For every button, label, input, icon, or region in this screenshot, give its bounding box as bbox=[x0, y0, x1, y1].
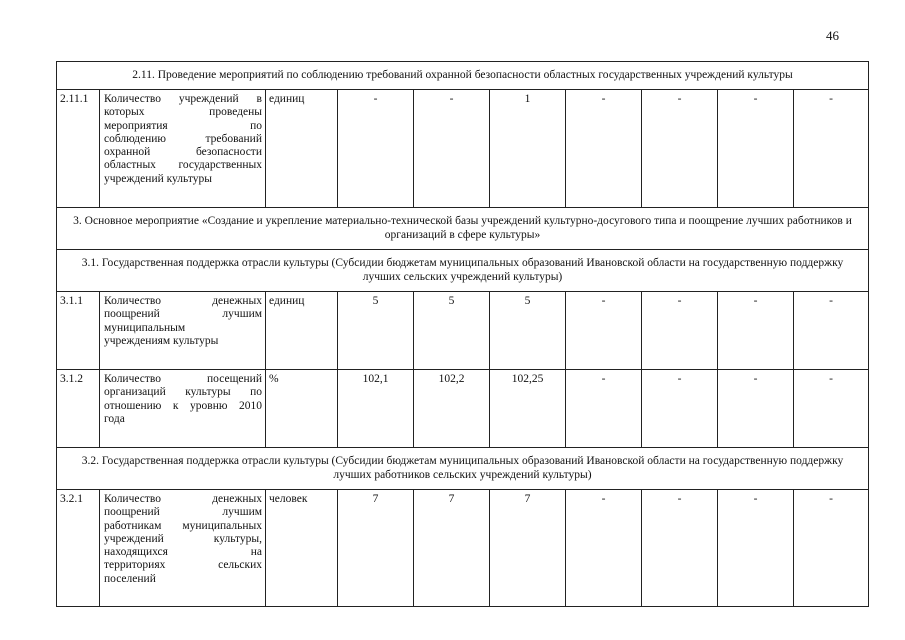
value-cell: 7 bbox=[338, 490, 414, 607]
unit-cell: единиц bbox=[266, 292, 338, 370]
value-cell: 5 bbox=[490, 292, 566, 370]
value-cell: 102,1 bbox=[338, 370, 414, 448]
value-cell: - bbox=[718, 490, 794, 607]
table-row bbox=[57, 370, 869, 448]
table-body bbox=[57, 62, 869, 607]
section-row bbox=[57, 250, 869, 292]
value-cell: - bbox=[566, 370, 642, 448]
unit-cell: единиц bbox=[266, 90, 338, 208]
section-title: 3.2. Государственная поддержка отрасли культуры (Субсидии бюджетам муниципальных образований Ивановской области на государственную поддержку лучших работников сельских учреждений культуры) bbox=[57, 448, 869, 490]
page-number: 46 bbox=[826, 28, 839, 43]
section-title: 2.11. Проведение мероприятий по соблюдению требований охранной безопасности областных государственных учреждений культуры bbox=[57, 62, 869, 90]
row-number: 3.2.1 bbox=[57, 490, 100, 607]
row-number: 3.1.2 bbox=[57, 370, 100, 448]
indicator-name-line: учреждений культуры bbox=[104, 172, 212, 185]
unit-cell: % bbox=[266, 370, 338, 448]
value-cell: 5 bbox=[414, 292, 490, 370]
indicator-name-line: поощрений лучшим bbox=[104, 506, 262, 519]
indicator-name-line: Количество денежных bbox=[104, 493, 262, 505]
unit-cell: человек bbox=[266, 490, 338, 607]
indicator-name bbox=[100, 370, 266, 448]
indicator-name bbox=[100, 490, 266, 607]
value-cell: - bbox=[718, 292, 794, 370]
table-row bbox=[57, 490, 869, 607]
indicator-name-line: учреждениям культуры bbox=[104, 334, 219, 347]
indicator-name-line: года bbox=[104, 412, 125, 425]
indicator-name-line: соблюдению требований bbox=[104, 132, 262, 145]
value-cell: - bbox=[642, 490, 718, 607]
value-cell: - bbox=[794, 490, 869, 607]
table-row bbox=[57, 292, 869, 370]
indicator-name-line: областных государственных bbox=[104, 159, 262, 172]
value-cell: 1 bbox=[490, 90, 566, 208]
indicator-name-line: охранной безопасности bbox=[104, 146, 262, 159]
value-cell: - bbox=[566, 90, 642, 208]
section-row bbox=[57, 62, 869, 90]
value-cell: 102,25 bbox=[490, 370, 566, 448]
indicator-name-line: мероприятия по bbox=[104, 119, 262, 132]
indicator-name-line: поощрений лучшим bbox=[104, 308, 262, 321]
value-cell: - bbox=[718, 370, 794, 448]
indicator-name-line: Количество посещений bbox=[104, 373, 262, 385]
indicator-name-line: работникам муниципальных bbox=[104, 519, 262, 532]
section-title: 3. Основное мероприятие «Создание и укрепление материально-технической базы учреждений культурно-досугового типа и поощрение лучших работников и организаций в сфере культуры» bbox=[57, 208, 869, 250]
indicator-name-line: территориях сельских bbox=[104, 559, 262, 572]
indicator-name-line: поселений bbox=[104, 572, 156, 585]
value-cell: 102,2 bbox=[414, 370, 490, 448]
row-number: 2.11.1 bbox=[57, 90, 100, 208]
table-row bbox=[57, 90, 869, 208]
indicator-name-line: Количество денежных bbox=[104, 295, 262, 307]
indicator-name-line: учреждений культуры, bbox=[104, 532, 262, 545]
section-row bbox=[57, 448, 869, 490]
indicator-name-line: отношению к уровню 2010 bbox=[104, 399, 262, 412]
indicators-table bbox=[56, 61, 869, 607]
indicator-name-line: муниципальным bbox=[104, 321, 186, 334]
value-cell: - bbox=[718, 90, 794, 208]
value-cell: 5 bbox=[338, 292, 414, 370]
value-cell: - bbox=[642, 292, 718, 370]
value-cell: - bbox=[794, 90, 869, 208]
value-cell: - bbox=[642, 90, 718, 208]
value-cell: 7 bbox=[414, 490, 490, 607]
indicator-name bbox=[100, 90, 266, 208]
section-title: 3.1. Государственная поддержка отрасли культуры (Субсидии бюджетам муниципальных образований Ивановской области на государственную поддержку лучших сельских учреждений культуры) bbox=[57, 250, 869, 292]
row-number: 3.1.1 bbox=[57, 292, 100, 370]
value-cell: - bbox=[794, 370, 869, 448]
indicator-name-line: Количество учреждений в bbox=[104, 93, 262, 105]
indicator-name-line: организаций культуры по bbox=[104, 386, 262, 399]
value-cell: - bbox=[794, 292, 869, 370]
indicator-name bbox=[100, 292, 266, 370]
section-row bbox=[57, 208, 869, 250]
value-cell: 7 bbox=[490, 490, 566, 607]
indicator-name-line: находящихся на bbox=[104, 546, 262, 559]
value-cell: - bbox=[642, 370, 718, 448]
value-cell: - bbox=[338, 90, 414, 208]
indicator-name-line: которых проведены bbox=[104, 106, 262, 119]
value-cell: - bbox=[566, 292, 642, 370]
value-cell: - bbox=[566, 490, 642, 607]
value-cell: - bbox=[414, 90, 490, 208]
